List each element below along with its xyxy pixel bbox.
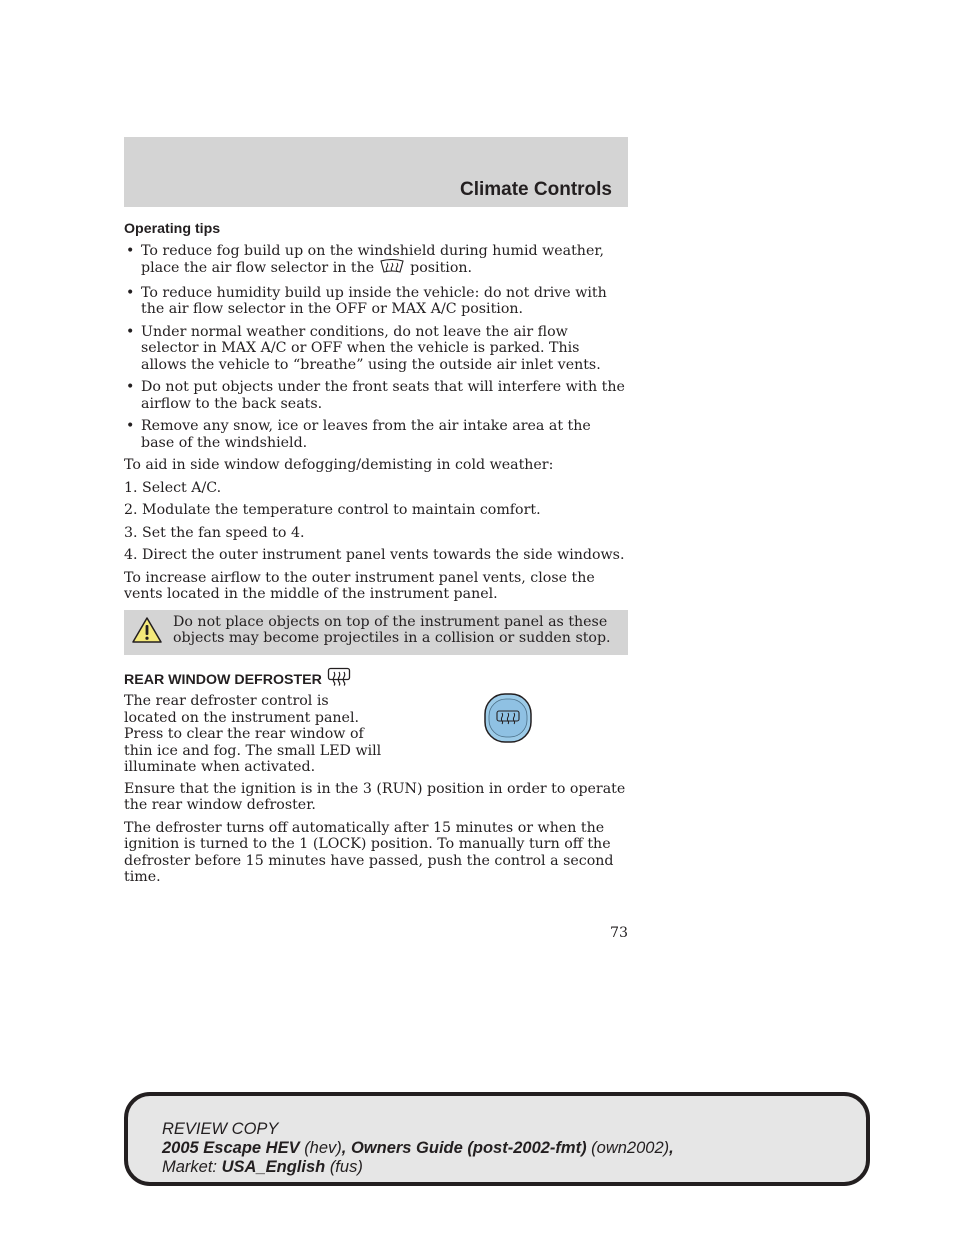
footer-comma: , — [669, 1139, 674, 1157]
bullet-text: position. — [410, 260, 473, 276]
airflow-note: To increase airflow to the outer instrument panel vents, close the vents located in the middle of the instrument panel. — [124, 569, 595, 602]
footer-model: 2005 Escape HEV — [162, 1139, 300, 1157]
page-number: 73 — [609, 925, 628, 941]
footer-market-line — [162, 1158, 674, 1177]
bullet-text: Do not put objects under the front seats that will interfere with the airflow to the back seats. — [141, 379, 625, 412]
operating-tips-list — [124, 243, 628, 452]
footer-guide-code: (own2002) — [591, 1139, 670, 1157]
list-item: • To reduce humidity build up inside the vehicle: do not drive with the air flow selector in the OFF or MAX A/C position. — [126, 284, 607, 317]
operating-tips-heading: Operating tips — [124, 221, 221, 237]
rear-defrost-icon — [327, 667, 351, 691]
list-item: • Remove any snow, ice or leaves from the air intake area at the base of the windshield. — [126, 418, 591, 451]
warning-text: Do not place objects on top of the instrument panel as these objects may become projectiles in a collision or sudden stop. — [173, 613, 611, 646]
rear-defroster-button-illustration — [483, 692, 533, 749]
bullet-text: Remove any snow, ice or leaves from the air intake area at the base of the windshield. — [141, 418, 591, 451]
section-title: Climate Controls — [459, 179, 612, 200]
defog-intro: To aid in side window defogging/demisting in cold weather: — [124, 457, 554, 473]
bullet-text: To reduce fog build up on the windshield during humid weather, place the air flow selector in the — [141, 242, 605, 276]
section-header-band — [124, 137, 628, 207]
bullet-text: To reduce humidity build up inside the vehicle: do not drive with the air flow selector in the OFF or MAX A/C position. — [141, 284, 607, 317]
bullet-text: Under normal weather conditions, do not leave the air flow selector in MAX A/C or OFF when the vehicle is parked. This allows the vehicle to “breathe” using the outside air inlet vents. — [141, 323, 601, 373]
defroster-description-row — [124, 693, 628, 776]
auto-off-note: The defroster turns off automatically after 15 minutes or when the ignition is turned to the 1 (LOCK) position. To manually turn off the defroster before 15 minutes have passed, push the control a second time. — [124, 819, 614, 885]
list-item: • Under normal weather conditions, do not leave the air flow selector in MAX A/C or OFF when the vehicle is parked. This allows the vehicle to “breathe” using the outside air inlet vents. — [126, 323, 601, 373]
step-item: 2. Modulate the temperature control to maintain comfort. — [124, 502, 541, 518]
footer-guide-line — [162, 1139, 674, 1158]
step-item: 4. Direct the outer instrument panel vents towards the side windows. — [124, 547, 625, 563]
footer-market: USA_English — [221, 1158, 326, 1176]
footer-review-copy: REVIEW COPY — [162, 1120, 279, 1138]
windshield-defrost-icon — [378, 259, 406, 279]
page-content — [124, 221, 628, 892]
rear-defroster-heading — [124, 671, 628, 691]
footer-model-code: (hev) — [304, 1139, 342, 1157]
footer-guide: , Owners Guide (post-2002-fmt) — [341, 1139, 587, 1157]
footer-text — [162, 1120, 674, 1177]
ignition-note: Ensure that the ignition is in the 3 (RUN) position in order to operate the rear window defroster. — [124, 780, 626, 813]
defroster-description: The rear defroster control is located on the instrument panel. Press to clear the rear window of thin ice and fog. The small LED will illuminate when activated. — [124, 693, 382, 775]
list-item: • To reduce fog build up on the windshield during humid weather, place the air flow selector in the position. — [124, 243, 628, 279]
rear-defroster-heading-text: REAR WINDOW DEFROSTER — [124, 672, 322, 688]
warning-triangle-icon — [131, 616, 163, 649]
list-item: • Do not put objects under the front seats that will interfere with the airflow to the back seats. — [126, 379, 625, 412]
step-item: 3. Set the fan speed to 4. — [124, 524, 305, 541]
footer-market-label: Market: — [162, 1158, 218, 1176]
footer-market-code: (fus) — [329, 1158, 363, 1176]
step-item: 1. Select A/C. — [124, 479, 222, 496]
warning-box — [124, 610, 628, 655]
review-copy-footer — [124, 1092, 870, 1186]
